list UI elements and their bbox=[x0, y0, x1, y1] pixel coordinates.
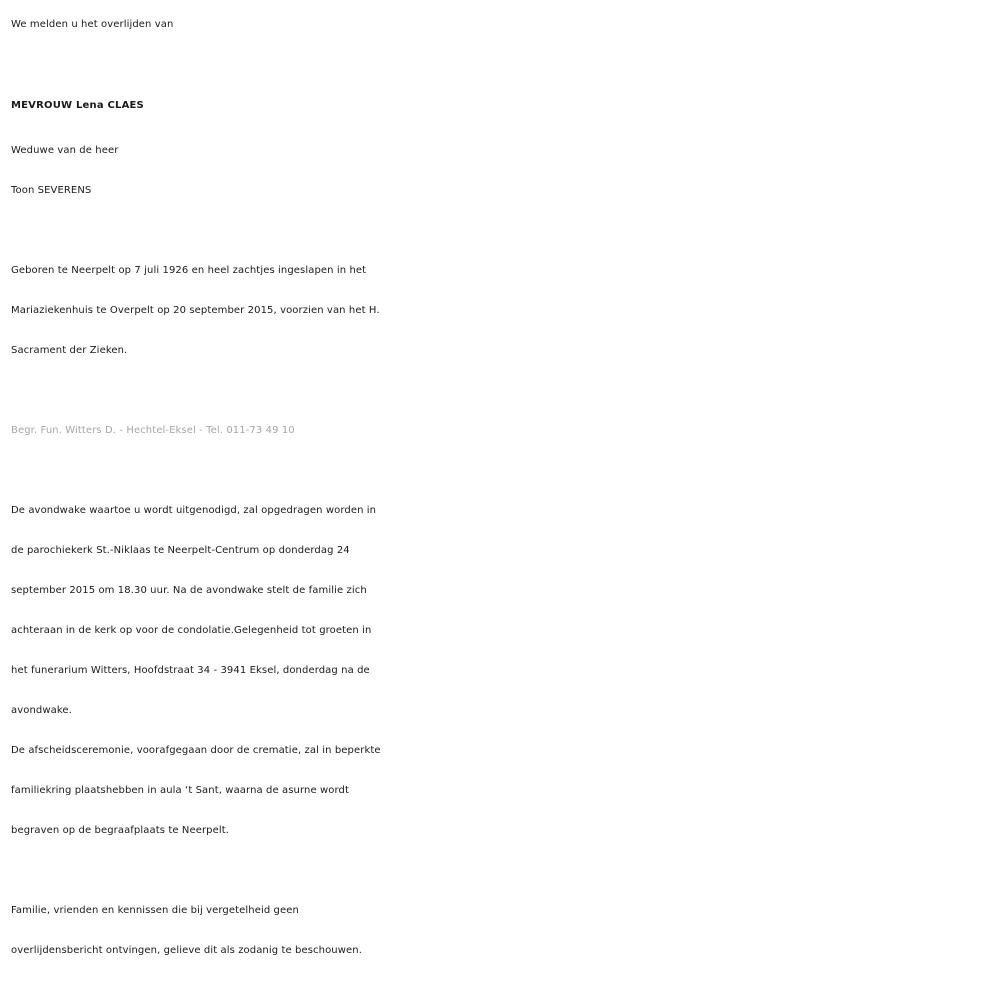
wake-line: avondwake. bbox=[11, 705, 72, 716]
birth-line: Mariaziekenhuis te Overpelt op 20 september 2015, voorzien van het H. bbox=[11, 305, 380, 316]
ceremony-line: familiekring plaatshebben in aula ‘t Sant, waarna de asurne wordt bbox=[11, 785, 349, 796]
spacer bbox=[11, 211, 991, 251]
spacer bbox=[11, 451, 991, 491]
deceased-name: MEVROUW Lena CLAES bbox=[11, 100, 144, 111]
wake-line: het funerarium Witters, Hoofdstraat 34 - 3941 Eksel, donderdag na de bbox=[11, 665, 370, 676]
obituary-notice bbox=[11, 0, 991, 971]
wake-line: De avondwake waartoe u wordt uitgenodigd, zal opgedragen worden in bbox=[11, 505, 377, 516]
spacer bbox=[11, 851, 991, 891]
wake-line: de parochiekerk St.-Niklaas te Neerpelt-Centrum op donderdag 24 bbox=[11, 545, 350, 556]
intro-text: We melden u het overlijden van bbox=[11, 19, 174, 30]
closing-line: Familie, vrienden en kennissen die bij vergetelheid geen bbox=[11, 905, 299, 916]
wake-line: achteraan in de kerk op voor de condolatie.Gelegenheid tot groeten in bbox=[11, 625, 372, 636]
closing-line: overlijdensbericht ontvingen, gelieve dit als zodanig te beschouwen. bbox=[11, 945, 362, 956]
ceremony-line: begraven op de begraafplaats te Neerpelt. bbox=[11, 825, 230, 836]
spouse-name: Toon SEVERENS bbox=[11, 185, 92, 196]
birth-line: Sacrament der Zieken. bbox=[11, 345, 128, 356]
spouse-line: Weduwe van de heer bbox=[11, 145, 119, 156]
spacer bbox=[11, 371, 991, 411]
ceremony-line: De afscheidsceremonie, voorafgegaan door de crematie, zal in beperkte bbox=[11, 745, 381, 756]
birth-line: Geboren te Neerpelt op 7 juli 1926 en heel zachtjes ingeslapen in het bbox=[11, 265, 367, 276]
wake-line: september 2015 om 18.30 uur. Na de avondwake stelt de familie zich bbox=[11, 585, 367, 596]
funeral-home-info: Begr. Fun. Witters D. - Hechtel-Eksel - Tel. 011-73 49 10 bbox=[11, 425, 295, 436]
